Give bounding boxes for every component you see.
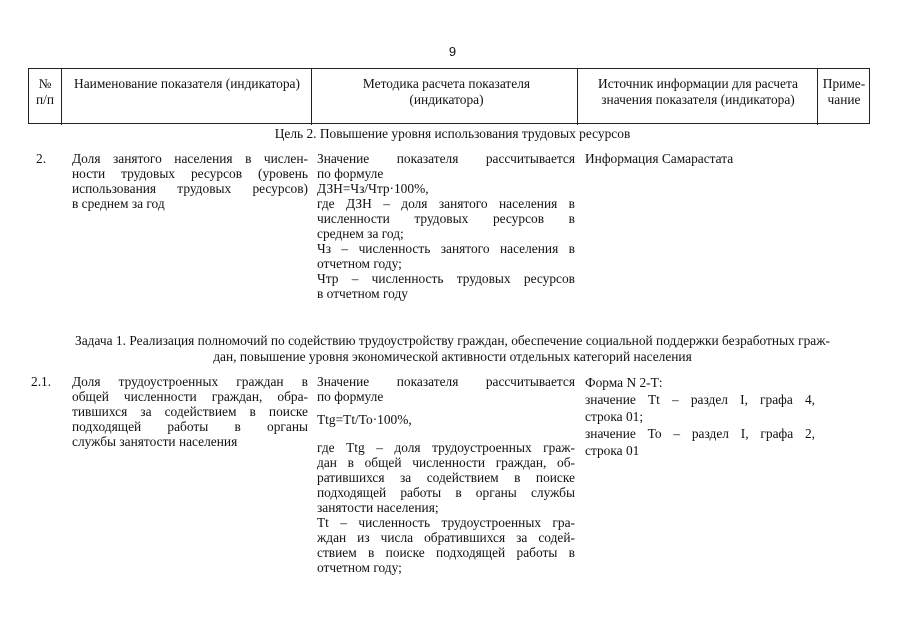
text-line: Доля трудоустроенных граждан в: [72, 374, 308, 389]
row-2-1-source: [585, 374, 815, 459]
page-number: 9: [448, 44, 457, 59]
header-note: Приме- чание: [822, 76, 866, 107]
text-line: Чтр – численность трудовых ресурсов: [317, 271, 575, 286]
text-line: ствием в поиске подходящей работы в: [317, 545, 575, 560]
row-2-1-method: [317, 374, 575, 575]
table-header: [28, 68, 870, 124]
column-divider: [577, 68, 578, 125]
column-divider: [311, 68, 312, 125]
text-line: Доля занятого населения в числен-: [72, 151, 308, 166]
text-line: занятости населения;: [317, 500, 439, 515]
task-title: [0, 333, 905, 365]
text-line: отчетном году;: [317, 560, 402, 575]
formula: Ttg=Tt/To·100%,: [317, 412, 412, 427]
column-divider: [61, 68, 62, 125]
text-line: дан в общей численности граждан, об-: [317, 455, 575, 470]
text-line: среднем за год;: [317, 226, 404, 241]
text-line: где Ttg – доля трудоустроенных граж-: [317, 440, 575, 455]
text-line: в отчетном году: [317, 286, 408, 301]
text-line: Значение показателя рассчитывается: [317, 374, 575, 389]
text-line: строка 01;: [585, 409, 644, 424]
text-line: службы занятости населения: [72, 434, 238, 449]
goal-title: Цель 2. Повышение уровня использования трудовых ресурсов: [274, 126, 631, 141]
text-line: где ДЗН – доля занятого населения в: [317, 196, 575, 211]
text-line: по формуле: [317, 389, 384, 404]
row-2-indicator-name: [72, 151, 308, 211]
text-line: отчетном году;: [317, 256, 402, 271]
text-line: тившихся за содействием в поиске: [72, 404, 308, 419]
text-line: Форма N 2-Т:: [585, 375, 663, 390]
text-line: подходящей работы в органы: [72, 419, 308, 434]
formula: ДЗН=Чз/Чтр·100%,: [317, 181, 429, 196]
text-line: ратившихся за содействием в поиске: [317, 470, 575, 485]
text-line: в среднем за год: [72, 196, 165, 211]
text-line: дан, повышение уровня экономической активности отдельных категорий населения: [213, 349, 692, 364]
row-2-1-number: 2.1.: [31, 374, 52, 389]
text-line: строка 01: [585, 443, 640, 458]
text-line: Значение показателя рассчитывается: [317, 151, 575, 166]
row-2-method: [317, 151, 575, 301]
header-num: № п/п: [35, 76, 55, 107]
text-line: использования трудовых ресурсов): [72, 181, 308, 196]
text-line: значение Tt – раздел I, графа 4,: [585, 392, 815, 407]
text-line: численности трудовых ресурсов в: [317, 211, 575, 226]
text-line: подходящей работы в органы службы: [317, 485, 575, 500]
header-method: Методика расчета показателя (индикатора): [362, 76, 531, 107]
text-line: Чз – численность занятого населения в: [317, 241, 575, 256]
row-2-number: 2.: [36, 151, 47, 166]
text-line: значение To – раздел I, графа 2,: [585, 426, 815, 441]
text-line: ности трудовых ресурсов (уровень: [72, 166, 308, 181]
row-2-source: Информация Самарастата: [585, 151, 734, 166]
text-line: общей численности граждан, обра-: [72, 389, 308, 404]
row-2-1-indicator-name: [72, 374, 308, 449]
text-line: ждан из числа обратившихся за содей-: [317, 530, 575, 545]
text-line: по формуле: [317, 166, 384, 181]
text-line: Задача 1. Реализация полномочий по содействию трудоустройству граждан, обеспечение социальной поддержки безработных граж-: [75, 333, 830, 348]
header-name: Наименование показателя (индикатора): [74, 76, 300, 91]
text-line: Tt – численность трудоустроенных гра-: [317, 515, 575, 530]
header-source: Источник информации для расчета значения показателя (индикатора): [598, 76, 798, 107]
